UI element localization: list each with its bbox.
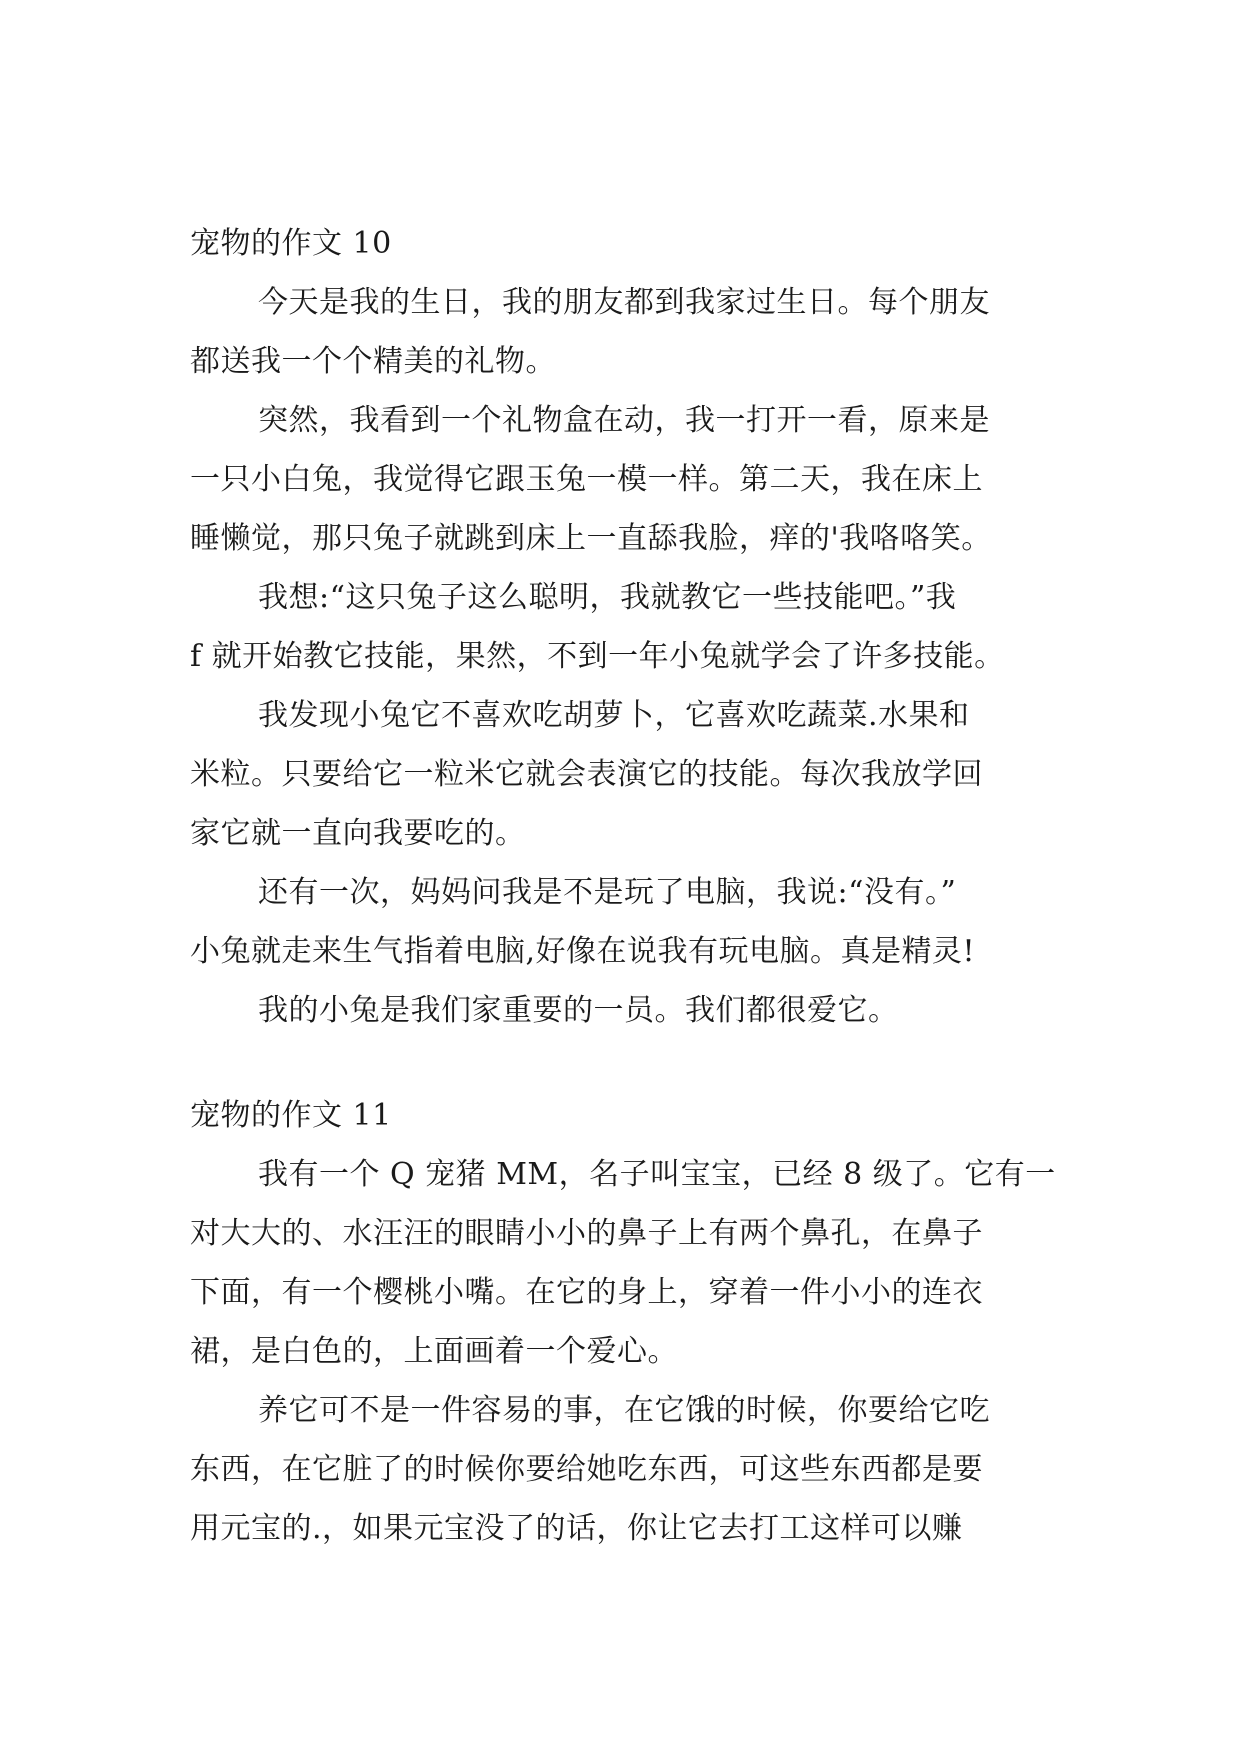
essay-11-line: 东西，在它脏了的时候你要给她吃东西，可这些东西都是要 (190, 1452, 983, 1487)
essay-10-line: 一只小白兔，我觉得它跟玉兔一模一样。第二天，我在床上 (190, 462, 983, 497)
essay-11-line: 我有一个 Q 宠猪 MM，名子叫宝宝，已经 8 级了。它有一 (258, 1157, 1056, 1192)
essay-10-line: 睡懒觉，那只兔子就跳到床上一直舔我脸，痒的'我咯咯笑。 (190, 521, 992, 556)
essay-10-line: 都送我一个个精美的礼物。 (190, 344, 556, 379)
essay-10-line: 我的小兔是我们家重要的一员。我们都很爱它。 (258, 993, 899, 1028)
essay-10-line: f 就开始教它技能，果然，不到一年小兔就学会了许多技能。 (190, 639, 1005, 674)
essay-10-line: 还有一次，妈妈问我是不是玩了电脑，我说:“没有。” (258, 875, 957, 910)
essay-10-line: 突然，我看到一个礼物盒在动，我一打开一看，原来是 (258, 403, 990, 438)
essay-10-line: 米粒。只要给它一粒米它就会表演它的技能。每次我放学回 (190, 757, 983, 792)
essay-10-line: 我想:“这只兔子这么聪明，我就教它一些技能吧。”我 (258, 580, 957, 615)
essay-10-line: 我发现小兔它不喜欢吃胡萝卜，它喜欢吃蔬菜.水果和 (258, 698, 970, 733)
essay-11-line: 养它可不是一件容易的事，在它饿的时候，你要给它吃 (258, 1393, 990, 1428)
essay-10-line: 家它就一直向我要吃的。 (190, 816, 526, 851)
essay-11-title: 宠物的作文 11 (190, 1098, 392, 1133)
essay-11-line: 用元宝的.，如果元宝没了的话，你让它去打工这样可以赚 (190, 1511, 963, 1546)
essay-11-line: 下面，有一个樱桃小嘴。在它的身上，穿着一件小小的连衣 (190, 1275, 983, 1310)
essay-11-line: 对大大的、水汪汪的眼睛小小的鼻子上有两个鼻孔，在鼻子 (190, 1216, 983, 1251)
essay-11-line: 裙，是白色的，上面画着一个爱心。 (190, 1334, 678, 1369)
essay-10-line: 小兔就走来生气指着电脑,好像在说我有玩电脑。真是精灵! (190, 934, 976, 969)
essay-10-line: 今天是我的生日，我的朋友都到我家过生日。每个朋友 (258, 285, 990, 320)
essay-10-title: 宠物的作文 10 (190, 226, 392, 261)
